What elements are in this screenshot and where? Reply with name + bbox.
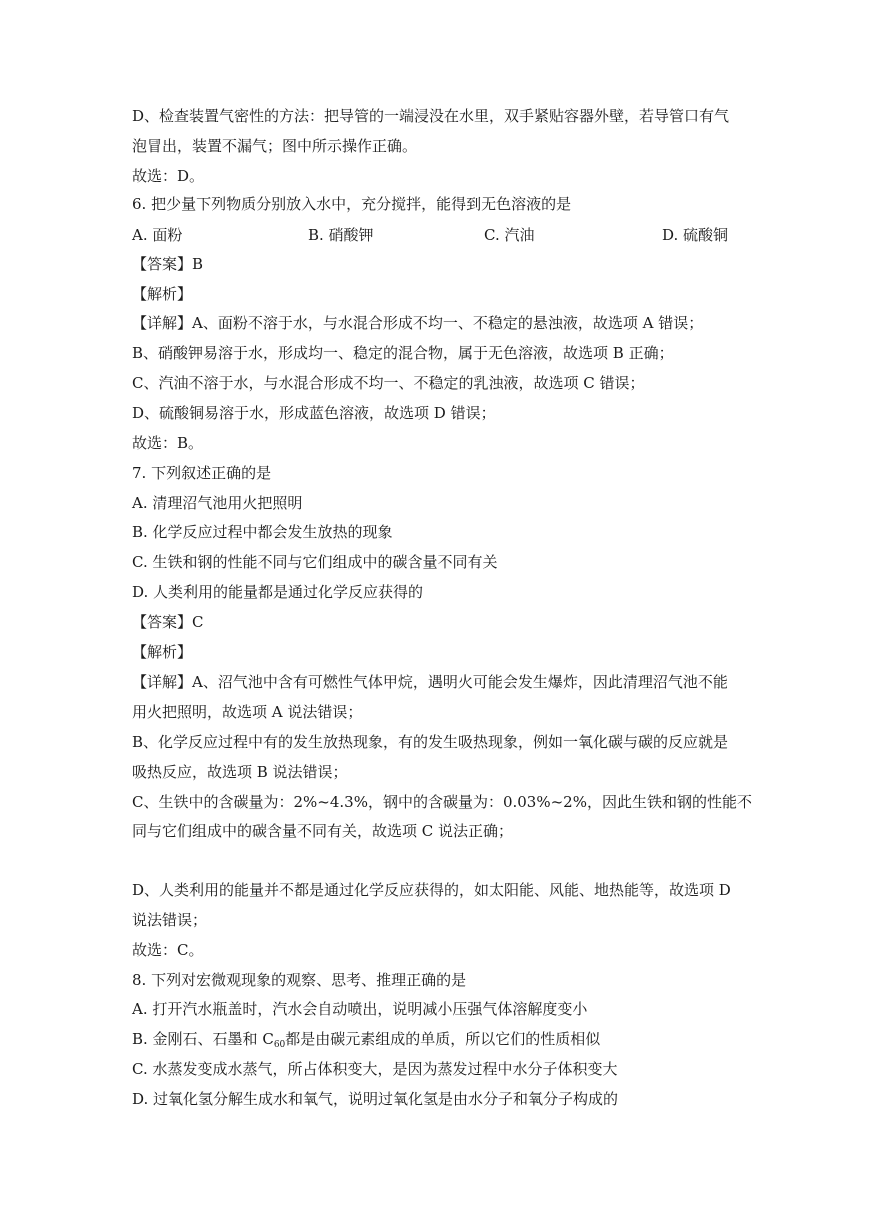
text-line: C、生铁中的含碳量为：2%~4.3%，钢中的含碳量为：0.03%~2%，因此生铁和钢的性能不 xyxy=(132,793,752,811)
text-line: 故选：D。 xyxy=(132,167,205,185)
analysis-label: 【解析】 xyxy=(132,285,193,303)
q6-option-a: A. 面粉 xyxy=(132,226,183,244)
text-line: D、人类利用的能量并不都是通过化学反应获得的，如太阳能、风能、地热能等，故选项 D xyxy=(132,881,731,899)
text-line: B、化学反应过程中有的发生放热现象，有的发生吸热现象，例如一氧化碳与碳的反应就是 xyxy=(132,733,729,751)
answer-label: 【答案】C xyxy=(132,613,204,631)
q8-option-b-before: B. 金刚石、石墨和 C xyxy=(132,1030,274,1048)
q8-option-a: A. 打开汽水瓶盖时，汽水会自动喷出，说明减小压强气体溶解度变小 xyxy=(132,1000,588,1018)
question-8: 8. 下列对宏微观现象的观察、思考、推理正确的是 xyxy=(132,971,467,989)
text-line: 泡冒出，装置不漏气；图中所示操作正确。 xyxy=(132,137,418,155)
answer-label: 【答案】B xyxy=(132,255,204,273)
q8-option-b xyxy=(132,1028,600,1056)
q6-option-c: C. 汽油 xyxy=(484,226,535,244)
q8-option-d: D. 过氧化氢分解生成水和氧气，说明过氧化氢是由水分子和氧分子构成的 xyxy=(132,1090,619,1108)
q7-option-a: A. 清理沼气池用火把照明 xyxy=(132,494,303,512)
text-line: 【详解】A、沼气池中含有可燃性气体甲烷，遇明火可能会发生爆炸，因此清理沼气池不能 xyxy=(132,673,728,691)
text-line: C、汽油不溶于水，与水混合形成不均一、不稳定的乳浊液，故选项 C 错误； xyxy=(132,374,645,392)
text-line: 用火把照明，故选项 A 说法错误； xyxy=(132,703,363,721)
text-line: 说法错误； xyxy=(132,911,208,929)
q7-option-b: B. 化学反应过程中都会发生放热的现象 xyxy=(132,523,393,541)
text-line: 故选：B。 xyxy=(132,434,204,452)
text-line: D、检查装置气密性的方法：把导管的一端浸没在水里，双手紧贴容器外壁，若导管口有气 xyxy=(132,107,730,125)
q8-option-c: C. 水蒸发变成水蒸气，所占体积变大，是因为蒸发过程中水分子体积变大 xyxy=(132,1060,618,1078)
q6-option-d: D. 硫酸铜 xyxy=(662,226,729,244)
text-line: D、硫酸铜易溶于水，形成蓝色溶液，故选项 D 错误； xyxy=(132,404,496,422)
text-line: 故选：C。 xyxy=(132,941,204,959)
q8-option-b-after: 都是由碳元素组成的单质，所以它们的性质相似 xyxy=(285,1030,601,1048)
text-line: 【详解】A、面粉不溶于水，与水混合形成不均一、不稳定的悬浊液，故选项 A 错误； xyxy=(132,314,704,332)
q7-option-d: D. 人类利用的能量都是通过化学反应获得的 xyxy=(132,583,424,601)
q8-option-b-subscript: 60 xyxy=(273,1040,286,1050)
analysis-label: 【解析】 xyxy=(132,643,193,661)
question-7: 7. 下列叙述正确的是 xyxy=(132,464,272,482)
text-line: 同与它们组成中的碳含量不同有关，故选项 C 说法正确； xyxy=(132,822,514,840)
text-line: 吸热反应，故选项 B 说法错误； xyxy=(132,763,348,781)
text-line: B、硝酸钾易溶于水，形成均一、稳定的混合物，属于无色溶液，故选项 B 正确； xyxy=(132,344,674,362)
q6-option-b: B. 硝酸钾 xyxy=(308,226,374,244)
question-6: 6. 把少量下列物质分别放入水中，充分搅拌，能得到无色溶液的是 xyxy=(132,195,572,213)
q7-option-c: C. 生铁和钢的性能不同与它们组成中的碳含量不同有关 xyxy=(132,553,498,571)
